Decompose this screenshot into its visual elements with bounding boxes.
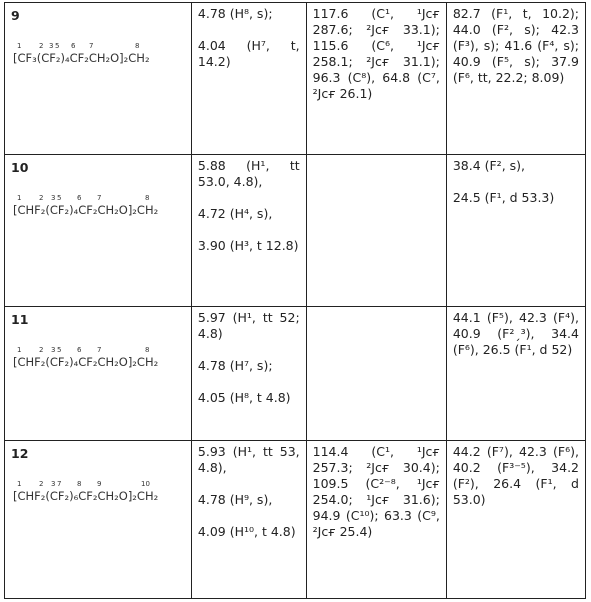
atom-number: 5 bbox=[57, 346, 62, 354]
h-nmr-entry: 5.97 (H¹, tt 52; 4.8) bbox=[197, 310, 300, 341]
compound-id: 9 bbox=[11, 8, 20, 23]
compound-cell bbox=[5, 441, 192, 599]
nmr-data-table bbox=[4, 2, 586, 599]
table-row bbox=[5, 3, 586, 155]
f-nmr-entry: 24.5 (F¹, d 53.3) bbox=[452, 190, 555, 205]
compound-formula: [CHF₂(CF₂)₆CF₂CH₂O]₂CH₂ bbox=[13, 489, 159, 503]
atom-number: 1 bbox=[17, 42, 22, 50]
compound-id: 12 bbox=[11, 446, 29, 461]
atom-number: 6 bbox=[77, 346, 82, 354]
f-nmr-entry: 38.4 (F², s), bbox=[452, 158, 526, 173]
atom-number: 1 bbox=[17, 480, 22, 488]
atom-number: 2 bbox=[39, 480, 44, 488]
h-nmr-entry: 4.78 (H⁸, s); bbox=[197, 6, 273, 21]
c-nmr-cell bbox=[306, 307, 446, 441]
c-nmr-text: 114.4 (C¹, ¹Jᴄғ 257.3; ²Jᴄғ 30.4); 109.5 (C²⁻⁸, ¹Jᴄғ 254.0; ¹Jᴄғ 31.6); 94.9 (C¹⁰); 63.3 (C⁹, ²Jᴄғ 25.4) bbox=[312, 444, 440, 539]
f-nmr-entry: 82.7 (F¹, t, 10.2); 44.0 (F², s); 42.3 (F³), s); 41.6 (F⁴, s); 40.9 (F⁵, s); 37.9 (F⁶, tt, 22.2; 8.09) bbox=[452, 6, 579, 85]
h-nmr-entry: 5.88 (H¹, tt 53.0, 4.8), bbox=[197, 158, 300, 189]
atom-numbering bbox=[17, 346, 185, 355]
compound-cell bbox=[5, 3, 192, 155]
atom-number: 3 bbox=[49, 42, 54, 50]
h-nmr-cell bbox=[191, 307, 306, 441]
h-nmr-entry: 4.05 (H⁸, t 4.8) bbox=[197, 390, 291, 405]
atom-numbering bbox=[17, 480, 185, 489]
atom-number: 5 bbox=[55, 42, 60, 50]
atom-number: 7 bbox=[97, 346, 102, 354]
c-nmr-cell bbox=[306, 155, 446, 307]
atom-number: 9 bbox=[97, 480, 102, 488]
f-nmr-cell bbox=[446, 307, 585, 441]
h-nmr-entry: 4.78 (H⁹, s), bbox=[197, 492, 273, 507]
atom-numbering bbox=[17, 42, 185, 51]
compound-formula: [CHF₂(CF₂)₄CF₂CH₂O]₂CH₂ bbox=[13, 203, 159, 217]
atom-number: 8 bbox=[145, 346, 150, 354]
atom-number: 2 bbox=[39, 346, 44, 354]
table-row bbox=[5, 307, 586, 441]
atom-number: 7 bbox=[57, 480, 62, 488]
atom-number: 7 bbox=[97, 194, 102, 202]
atom-number: 7 bbox=[89, 42, 94, 50]
atom-number: 2 bbox=[39, 42, 44, 50]
compound-cell bbox=[5, 307, 192, 441]
atom-number: 1 bbox=[17, 194, 22, 202]
f-nmr-cell bbox=[446, 3, 585, 155]
f-nmr-entry: 44.2 (F⁷), 42.3 (F⁶), 40.2 (F³⁻⁵), 34.2 (F²), 26.4 (F¹, d 53.0) bbox=[452, 444, 579, 507]
atom-number: 8 bbox=[135, 42, 140, 50]
c-nmr-cell bbox=[306, 3, 446, 155]
h-nmr-cell bbox=[191, 441, 306, 599]
atom-number: 1 bbox=[17, 346, 22, 354]
h-nmr-entry: 5.93 (H¹, tt 53, 4.8), bbox=[197, 444, 300, 475]
compound-cell bbox=[5, 155, 192, 307]
atom-number: 5 bbox=[57, 194, 62, 202]
c-nmr-text: 117.6 (C¹, ¹Jᴄғ 287.6; ²Jᴄғ 33.1); 115.6 (C⁶, ¹Jᴄғ 258.1; ²Jᴄғ 31.1); 96.3 (C⁸), 64.8 (C⁷, ²Jᴄғ 26.1) bbox=[312, 6, 440, 101]
h-nmr-entry: 4.78 (H⁷, s); bbox=[197, 358, 273, 373]
atom-number: 8 bbox=[77, 480, 82, 488]
h-nmr-entry: 4.72 (H⁴, s), bbox=[197, 206, 273, 221]
f-nmr-cell bbox=[446, 155, 585, 307]
compound-formula: [CHF₂(CF₂)₄CF₂CH₂O]₂CH₂ bbox=[13, 355, 159, 369]
table-row bbox=[5, 441, 586, 599]
atom-number: 10 bbox=[141, 480, 150, 488]
atom-number: 8 bbox=[145, 194, 150, 202]
f-nmr-entry: 44.1 (F⁵), 42.3 (F⁴), 40.9 (F²ˏ³), 34.4 (F⁶), 26.5 (F¹, d 52) bbox=[452, 310, 579, 357]
compound-id: 10 bbox=[11, 160, 29, 175]
h-nmr-entry: 4.09 (H¹⁰, t 4.8) bbox=[197, 524, 296, 539]
h-nmr-entry: 3.90 (H³, t 12.8) bbox=[197, 238, 299, 253]
h-nmr-cell bbox=[191, 155, 306, 307]
atom-number: 2 bbox=[39, 194, 44, 202]
atom-number: 3 bbox=[51, 194, 56, 202]
table-row bbox=[5, 155, 586, 307]
atom-number: 6 bbox=[77, 194, 82, 202]
f-nmr-cell bbox=[446, 441, 585, 599]
atom-numbering bbox=[17, 194, 185, 203]
atom-number: 6 bbox=[71, 42, 76, 50]
atom-number: 3 bbox=[51, 346, 56, 354]
h-nmr-cell bbox=[191, 3, 306, 155]
compound-id: 11 bbox=[11, 312, 29, 327]
compound-formula: [CF₃(CF₂)₄CF₂CH₂O]₂CH₂ bbox=[13, 51, 150, 65]
atom-number: 3 bbox=[51, 480, 56, 488]
h-nmr-entry: 4.04 (H⁷, t, 14.2) bbox=[197, 38, 300, 69]
c-nmr-cell bbox=[306, 441, 446, 599]
